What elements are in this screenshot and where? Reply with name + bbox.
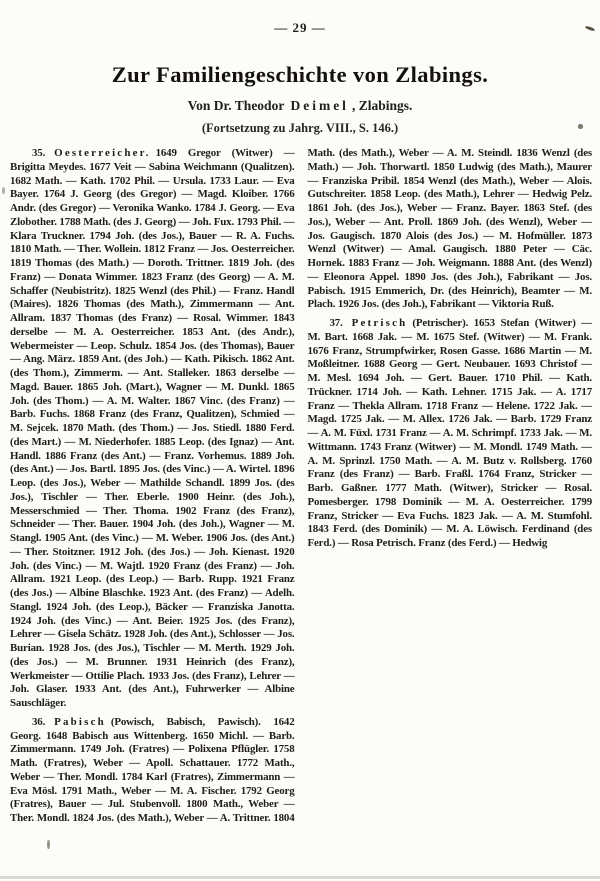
- scan-speck: [47, 840, 50, 849]
- entry-paragraph-petrisch: [308, 317, 593, 551]
- entry-paragraph-oesterreicher: [10, 147, 295, 711]
- article-title: Zur Familiengeschichte von Zlabings.: [111, 62, 489, 87]
- entry-family-name: Petrisch: [351, 317, 408, 329]
- article-subtitle: (Fortsetzung zu Jahrg. VIII., S. 146.): [201, 121, 399, 135]
- entry-text: (Petrischer). 1653 Stefan (Witwer) — M. Bart. 1668 Jak. — M. 1675 Stef. (Witwer) — M. Frank. 1676 Franz, Strumpfwirker, Rosen Gasse. 1686 Martin — M. Moßleitner. 1688 Georg — Gert. Neubauer. 1693 Christof — M. Mesl. 1694 Joh. — Gert. Bauer. 1710 Phil. — Kath. Trückner. 1714 Joh. — Kath. Lehner. 1715 Jak. — A. 1717 Franz — Thekla Allram. 1718 Franz — Helene. 1722 Jak. — Magd. 1725 Jak. — M. Allex. 1726 Jak. — Barb. 1729 Franz — A. M. Füxl. 1731 Franz — A. M. Schrimpf. 1733 Jak. — M. Wittmann. 1743 Franz (Witwer) — M. Mondl. 1749 Math. — A. M. Sprinzl. 1750 Math. — A. M. Butz v. Rollsberg. 1760 Franz (des Franz) — Barb. Fraßl. 1764 Franz, Stricker — Barb. Gaßner. 1777 Math. (Witwer), Stricker — Rosal. Pomesberger. 1798 Dominik — M. A. Oesterreicher. 1799 Franz, Stricker — Eva Fuchs. 1823 Jak. — A. M. Stumfohl. 1843 Ferd. (des Dominik) — M. A. Löwisch. Ferdinand (des Ferd.) — Rosa Petrisch. Franz (des Ferd.) — Hedwig: [307, 317, 592, 549]
- page-number: — 29 —: [274, 20, 326, 35]
- entry-text: 1649 Gregor (Witwer) — Brigitta Meydes. 1677 Veit — Sabina Weichmann (Qualitzen). 1682 Math. — Kath. 1702 Phil. — Ursula. 1733 Laur. — Eva Bayer. 1764 J. Georg (des Gregor) — Magd. Kloiber. 1766 Andr. (des Gregor) — Veronika Wanko. 1784 J. Georg. — Eva Zlobother. 1788 Math. (des J. Georg) — Joh. Fux. 1793 Phil. — Klara Truckner. 1794 Joh. (des Jos.), Bauer — R. A. Fuchs. 1810 Math. — Ther. Wollein. 1812 Franz — Jos. Oesterreicher. 1819 Thomas (des Math.) — Doroth. Trittner. 1819 Joh. (des Franz) — Donata Wimmer. 1823 Franz (des Georg) — A. M. Schaffer (Neubistritz). 1825 Wenzl (des Phil.) — Franz. Handl (Maires). 1826 Thomas (des Math.), Zimmermann — Ant. Allram. 1837 Thomas (des Franz) — Rosal. Wimmer. 1843 derselbe — M. A. Oesterreicher. 1853 Ant. (des Andr.), Webermeister — Leop. Schulz. 1854 Jos. (des Thomas), Bauer — Ang. März. 1859 Ant. (des Joh.) — Kath. Pikisch. 1862 Ant. (des Thom.), Zimmerm. — Ant. Stalleker. 1863 derselbe — Magd. Bauer. 1865 Joh. (Mart.), Wagner — M. Dunkl. 1865 Joh. (des Thom.) — A. M. Walter. 1867 Vinc. (des Franz) — Barb. Fuchs. 1868 Franz (des Franz, Qualitzen), Schmied — M. Sejcek. 1870 Math. (des Thom.) — Jos. Stiedl. 1880 Ferd. (des Mart.) — M. Niederhofer. 1885 Leop. (des Ignaz) — Ant. Handl. 1886 Franz (des Ant.) — Franz. Vorhemus. 1889 Joh. (des Ant.) — Jos. Bartl. 1895 Jos. (des Vinc.) — A. Wirtel. 1896 Leop. (des Jos.), Weber — Mathilde Schandl. 1899 Jos. (des Jos.), Tischler — Ther. Eberle. 1900 Heinr. (des Joh.), Messerschmied — Ther. Thoma. 1902 Franz (des Franz), Schneider — Ther. Bauer. 1904 Joh. (des Joh.), Wagner — M. Stangl. 1905 Ant. (des Vinc.) — M. Weber. 1906 Jos. (des Ant.) — Ther. Stoitzner. 1912 Joh. (des Jos.) — Joh. Kienast. 1920 Joh. (des Vinc.) — M. Wajtl. 1920 Franz (des Franz) — Joh. Allram. 1921 Leop. (des Leop.) — Barb. Rupp. 1921 Franz (des Jos.) — Albine Blaschke. 1923 Ant. (des Franz) — Adelh. Stangl. 1924 Joh. (des Leop.), Bäcker — Franziska Janotta. 1924 Joh. (des Vinc.) — Ant. Beier. 1925 Jos. (des Franz), Lehrer — Gisela Schätz. 1928 Joh. (des Ant.), Schlosser — Jos. Burian. 1928 Jos. (des Jos.), Tischler — M. Merth. 1929 Joh. (des Jos.) — M. Brunner. 1931 Heinrich (des Franz), Werkmeister — Ottilie Plach. 1933 Jos. (des Franz), Lehrer — Joh. Glaser. 1933 Ant. (des Ant.), Fuhrwerker — Albine Sauschläger.: [10, 147, 295, 709]
- two-column-body: [10, 147, 592, 835]
- article-byline: [0, 98, 600, 114]
- entry-number: 35.: [32, 147, 46, 159]
- scan-speck: [2, 187, 5, 194]
- entry-family-name: Oesterreicher.: [54, 147, 151, 159]
- entry-text: (Powisch, Babisch, Pawisch). 1642 Georg. 1648 Babisch aus Wittenberg. 1650 Michl. — Barb. Zimmermann. 1749 Joh. (Fratres) — Polixena Pflügler. 1758 Math. (Fratres), Weber — Apoll. Schattauer. 1772 Math., Weber — Ther. Mondl. 1784 Karl (Fratres), Zimmermann — Eva Mösl. 1791 Math., Weber — M. A. Fischer. 1792 Georg (Fratres), Bauer — Jul. Stubenvoll. 1800 Math., Weber — Ther. Mondl. 1824 Jos. (des Math.), Weber — A. Trittner. 1804 Math. (des Math.), Weber — A. M. Steindl. 1836 Wenzl (des Math.) — Joh. Thorwartl. 1850 Ludwig (des Math.), Maurer — Franziska Pribil. 1854 Wenzl (des Math.), Weber — Alois. Gutschreiter. 1858 Leop. (des Math.), Lehrer — Hedwig Pelz. 1861 Joh. (des Jos.), Weber — Franz. Bayer. 1863 Stef. (des Jos.), Weber — Ant. Proll. 1869 Joh. (des Wenzl), Weber — Jos. Gaugisch. 1870 Alois (des Jos.) — M. Hofmüller. 1873 Wenzl (Witwer) — Amal. Gaugisch. 1880 Peter — Cäc. Hornek. 1883 Franz — Joh. Weigmann. 1888 Ant. (des Wenzl) — Eleonora Appel. 1890 Jos. (des Joh.), Fabrikant — Jos. Pabisch. 1915 Emmerich, Dr. (des Heinrich), Beamter — M. Plach. 1926 Jos. (des Joh.), Fabrikant — Viktoria Ruß.: [10, 147, 592, 824]
- entry-family-name: Pabisch: [54, 715, 106, 728]
- author-name: Deimel: [290, 98, 349, 113]
- entry-number: 36.: [32, 715, 46, 728]
- scan-bottom-edge: [0, 876, 600, 879]
- scan-speck: [578, 124, 583, 129]
- byline-prefix: Von Dr. Theodor: [187, 98, 285, 113]
- entry-number: 37.: [329, 317, 343, 329]
- byline-suffix: , Zlabings.: [351, 98, 413, 113]
